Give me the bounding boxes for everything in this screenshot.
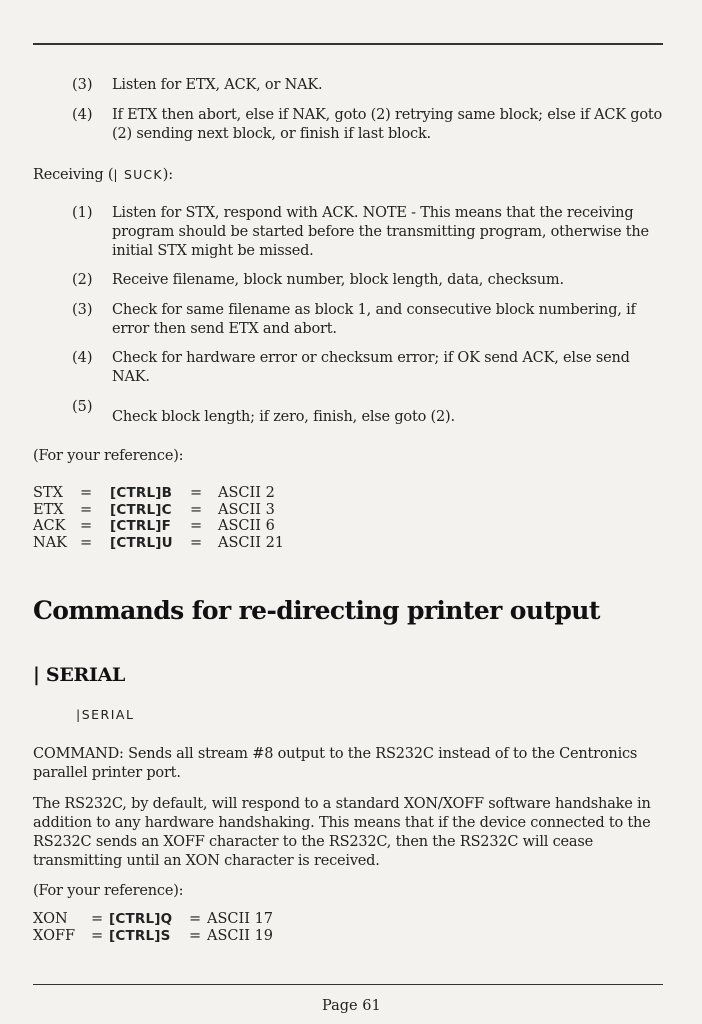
bottom-rule <box>33 984 663 985</box>
ascii-value: ASCII 2 <box>218 485 275 501</box>
ascii-value: ASCII 6 <box>218 518 275 534</box>
step-text: Check block length; if zero, finish, else goto (2). <box>112 409 455 425</box>
step-number: (2) <box>72 272 93 288</box>
equals: = <box>189 927 202 944</box>
ascii-value: ASCII 21 <box>218 534 285 551</box>
table-row <box>33 535 284 552</box>
ctrl-key: [CTRL]U <box>110 534 173 551</box>
xon-xoff-table <box>33 911 273 944</box>
step-number: (4) <box>72 107 93 123</box>
equals: = <box>80 501 93 518</box>
equals: = <box>80 534 93 551</box>
ctrl-key: [CTRL]C <box>110 501 172 518</box>
table-row <box>33 502 284 519</box>
code-name: NAK <box>33 534 67 551</box>
receiving-label: Receiving (| SUCK): <box>33 167 173 183</box>
step-number: (1) <box>72 205 93 221</box>
step-number: (4) <box>72 350 93 366</box>
step-number: (3) <box>72 302 93 318</box>
table-row <box>33 911 273 928</box>
code-name: STX <box>33 485 63 501</box>
page-number: Page 61 <box>322 998 381 1014</box>
code-name: ETX <box>33 501 64 518</box>
section-heading: Commands for re-directing printer output <box>33 596 600 625</box>
step-text: If ETX then abort, else if NAK, goto (2) retrying same block; else if ACK goto (2) sending next block, or finish if last block. <box>112 107 663 142</box>
table-row <box>33 485 284 502</box>
equals: = <box>91 911 104 927</box>
code-name: ACK <box>33 518 66 534</box>
top-rule <box>33 43 663 45</box>
ctrl-key: [CTRL]F <box>110 518 172 534</box>
ascii-value: ASCII 17 <box>207 911 274 927</box>
step-text: Listen for STX, respond with ACK. NOTE - This means that the receiving program should be started before the transmitting program, otherwise the initial STX might be missed. <box>112 205 649 259</box>
step-number: (5) <box>72 399 93 415</box>
step-text: Check for hardware error or checksum error; if OK send ACK, else send NAK. <box>112 350 630 385</box>
table-row <box>33 518 284 535</box>
step-text: Listen for ETX, ACK, or NAK. <box>112 77 323 93</box>
receiving-command: | SUCK <box>113 167 163 182</box>
ascii-value: ASCII 3 <box>218 501 275 518</box>
equals: = <box>91 927 104 944</box>
reference-label: (For your reference): <box>33 448 184 464</box>
step-text: Receive filename, block number, block length, data, checksum. <box>112 272 564 288</box>
step-text: Check for same filename as block 1, and consecutive block numbering, if error then send ETX and abort. <box>112 302 636 337</box>
equals: = <box>189 911 202 927</box>
serial-syntax: |SERIAL <box>76 707 135 722</box>
equals: = <box>190 534 203 551</box>
equals: = <box>80 518 93 534</box>
rs232-description: The RS232C, by default, will respond to a standard XON/XOFF software handshake in addition to any hardware handshaking. This means that if the device connected to the RS232C sends an XOFF character to the RS232C, then the RS232C will cease transmitting until an XON character is received. <box>33 796 651 869</box>
equals: = <box>190 518 203 534</box>
ctrl-key: [CTRL]B <box>110 485 173 501</box>
command-description: COMMAND: Sends all stream #8 output to the RS232C instead of to the Centronics parallel printer port. <box>33 746 638 781</box>
ctrl-key: [CTRL]Q <box>109 911 173 927</box>
control-code-table <box>33 485 284 551</box>
equals: = <box>190 501 203 518</box>
ctrl-key: [CTRL]S <box>109 927 171 944</box>
code-name: XON <box>33 911 68 927</box>
equals: = <box>190 485 203 501</box>
step-number: (3) <box>72 77 93 93</box>
equals: = <box>80 485 93 501</box>
table-row <box>33 928 273 945</box>
reference-label: (For your reference): <box>33 883 184 899</box>
code-name: XOFF <box>33 927 76 944</box>
ascii-value: ASCII 19 <box>207 927 274 944</box>
serial-heading: | SERIAL <box>33 664 126 686</box>
